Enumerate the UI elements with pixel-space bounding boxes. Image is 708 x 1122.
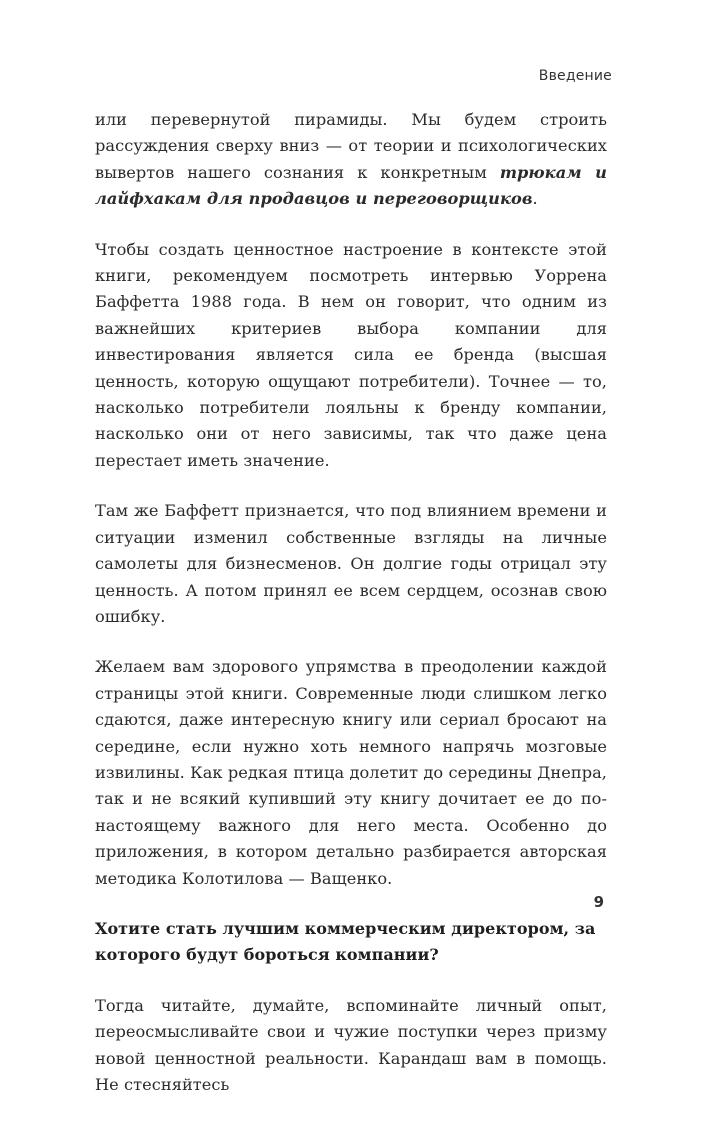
page-body <box>95 107 607 1122</box>
emphasis-tricks: трюкам и лайфхакам для продавцов и переговорщиков <box>95 162 608 209</box>
paragraph-pyramid-text: или перевернутой пирамиды. Мы будем строить рассуждения сверху вниз — от теории и психологических вывертов нашего сознания к конкретным <box>95 110 607 182</box>
paragraph-pyramid-end: . <box>532 189 538 209</box>
paragraph-read-think: Тогда читайте, думайте, вспоминайте личный опыт, переосмысливайте свои и чужие поступки через призму новой ценностной реальности. Карандаш вам в помощь. Не стесняйтесь <box>95 995 607 1094</box>
paragraph-persistence: Желаем вам здорового упрямства в преодолении каждой страницы этой книги. Современные люди слишком легко сдаются, даже интересную книгу или сериал бросают на середине, если нужно хоть немного напрячь мозговые извилины. Как редкая птица долетит до середины Днепра, так и не всякий купивший эту книгу дочитает ее до по-настоящему важного для него места. Особенно до приложения, в котором детально разбирается авторская методика Колотилова — Ващенко. <box>95 657 607 888</box>
page-number: 9 <box>593 893 604 911</box>
bold-question: Хотите стать лучшим коммерческим директором, за которого будут бороться компании? <box>95 918 596 965</box>
running-head-title: Введение <box>538 68 612 84</box>
paragraph-pyramid <box>95 107 607 213</box>
paragraph-buffett-jets: Там же Баффетт признается, что под влиянием времени и ситуации изменил собственные взгляды на личные самолеты для бизнесменов. Он долгие годы отрицал эту ценность. А потом принял ее всем сердцем, осознав свою ошибку. <box>95 501 607 626</box>
paragraph-buffett-interview: Чтобы создать ценностное настроение в контексте этой книги, рекомендуем посмотреть интервью Уоррена Баффетта 1988 года. В нем он говорит, что одним из важнейших критериев выбора компании для инвестирования является сила ее бренда (высшая ценность, которую ощущают потребители). Точнее — то, насколько потребители лояльны к бренду компании, насколько они от него зависимы, так что даже цена перестает иметь значение. <box>95 239 607 470</box>
